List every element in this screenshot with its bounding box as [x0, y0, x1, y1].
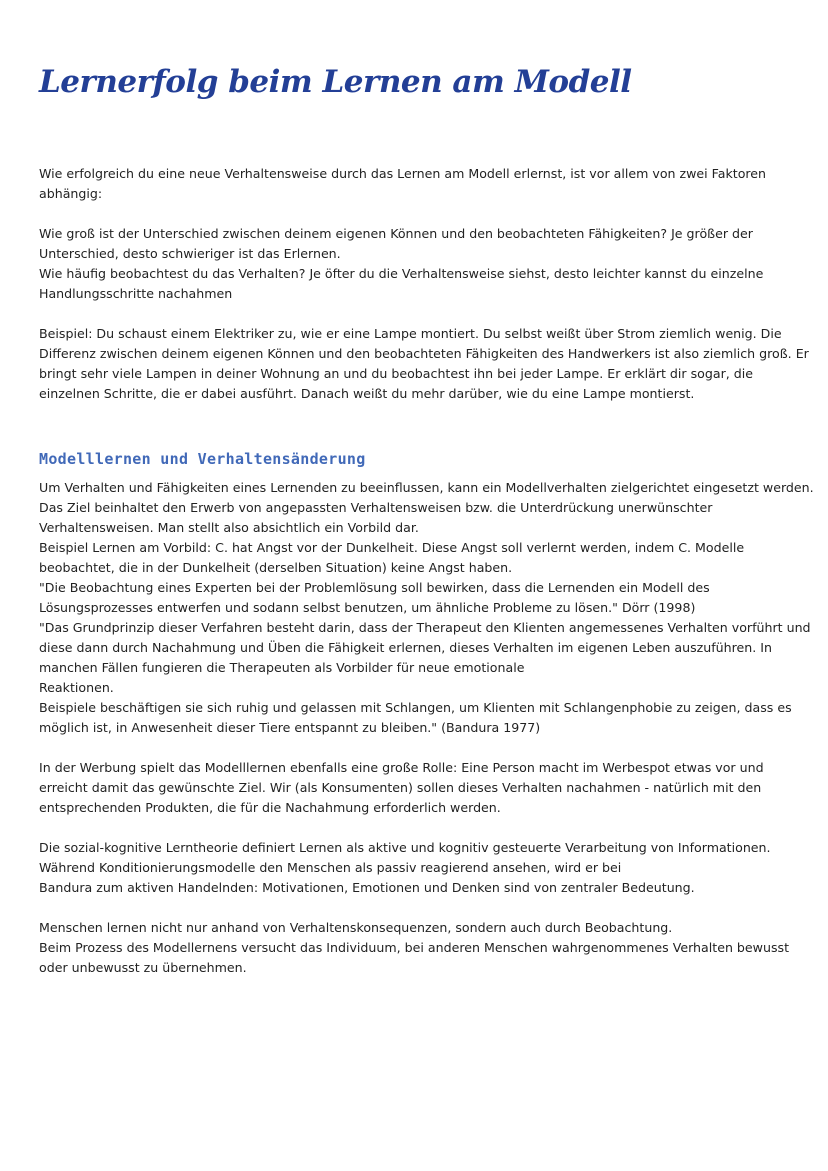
section-heading: Modelllernen und Verhaltensänderung [39, 450, 366, 468]
conclusion-line-2: Beim Prozess des Modellernens versucht das Individuum, bei anderen Menschen wahrgenommenes Verhalten bewusst oder unbewusst zu übernehmen. [39, 940, 790, 975]
theory-line-1: Die sozial-kognitive Lerntheorie definiert Lernen als aktive und kognitiv gesteuerte Verarbeitung von Informationen. [39, 840, 771, 855]
theory-line-2: Während Konditionierungsmodelle den Menschen als passiv reagierend ansehen, wird er bei [39, 860, 622, 875]
conclusion-line-1: Menschen lernen nicht nur anhand von Verhaltenskonsequenzen, sondern auch durch Beobachtung. [39, 920, 673, 935]
section-quote-bandura: "Das Grundprinzip dieser Verfahren besteht darin, dass der Therapeut den Klienten angemessenes Verhalten vorführt und diese dann durch Nachahmung und Üben die Fähigkeit erlernen, dieses Verhalten im eigenen Leben auszuführen. In manchen Fällen fungieren die Therapeuten als Vorbilder für neue emotionale [39, 620, 811, 675]
section-line-examples: Beispiele beschäftigen sie sich ruhig und gelassen mit Schlangen, um Klienten mit Schlangenphobie zu zeigen, dass es möglich ist, in Anwesenheit dieser Tiere entspannt zu bleiben." (Bandura 1977) [39, 700, 792, 735]
page-title: Lernerfolg beim Lernen am Modell [39, 64, 632, 100]
spacer [39, 738, 814, 758]
theory-line-3: Bandura zum aktiven Handelnden: Motivationen, Emotionen und Denken sind von zentraler Bedeutung. [39, 880, 695, 895]
section-quote-doerr: "Die Beobachtung eines Experten bei der Problemlösung soll bewirken, dass die Lernenden ein Modell des Lösungsprozesses entwerfen und sodann selbst benutzen, um ähnliche Probleme zu lösen." Dörr (1998) [39, 580, 710, 615]
factor-two: Wie häufig beobachtest du das Verhalten? Je öfter du die Verhaltensweise siehst, desto leichter kannst du einzelne Handlungsschritte nachahmen [39, 266, 764, 301]
spacer [39, 304, 814, 324]
advertising-paragraph: In der Werbung spielt das Modelllernen ebenfalls eine große Rolle: Eine Person macht im Werbespot etwas vor und erreicht damit das gewünschte Ziel. Wir (als Konsumenten) sollen dieses Verhalten nachahmen - natürlich mit den entsprechenden Produkten, die für die Nachahmung erforderlich werden. [39, 760, 764, 815]
spacer [39, 818, 814, 838]
section-line-reaktionen: Reaktionen. [39, 680, 114, 695]
factor-one: Wie groß ist der Unterschied zwischen deinem eigenen Können und den beobachteten Fähigkeiten? Je größer der Unterschied, desto schwieriger ist das Erlernen. [39, 226, 753, 261]
section-line-2: Beispiel Lernen am Vorbild: C. hat Angst vor der Dunkelheit. Diese Angst soll verlernt werden, indem C. Modelle beobachtet, die in der Dunkelheit (derselben Situation) keine Angst haben. [39, 540, 745, 575]
intro-paragraph: Wie erfolgreich du eine neue Verhaltensweise durch das Lernen am Modell erlernst, ist vor allem von zwei Faktoren abhängig: [39, 166, 767, 201]
spacer [39, 204, 814, 224]
section-line-1: Um Verhalten und Fähigkeiten eines Lernenden zu beeinflussen, kann ein Modellverhalten zielgerichtet eingesetzt werden. Das Ziel beinhaltet den Erwerb von angepassten Verhaltensweisen bzw. die Unterdrückung unerwünschter Verhaltensweisen. Man stellt also absichtlich ein Vorbild dar. [39, 480, 814, 535]
spacer [39, 404, 814, 448]
example-paragraph: Beispiel: Du schaust einem Elektriker zu, wie er eine Lampe montiert. Du selbst weißt über Strom ziemlich wenig. Die Differenz zwischen deinem eigenen Können und den beobachteten Fähigkeiten des Handwerkers ist also ziemlich groß. Er bringt sehr viele Lampen in deiner Wohnung an und du beobachtest ihn bei jeder Lampe. Er erklärt dir sogar, die einzelnen Schritte, die er dabei ausführt. Danach weißt du mehr darüber, wie du eine Lampe montierst. [39, 326, 809, 401]
spacer [39, 898, 814, 918]
